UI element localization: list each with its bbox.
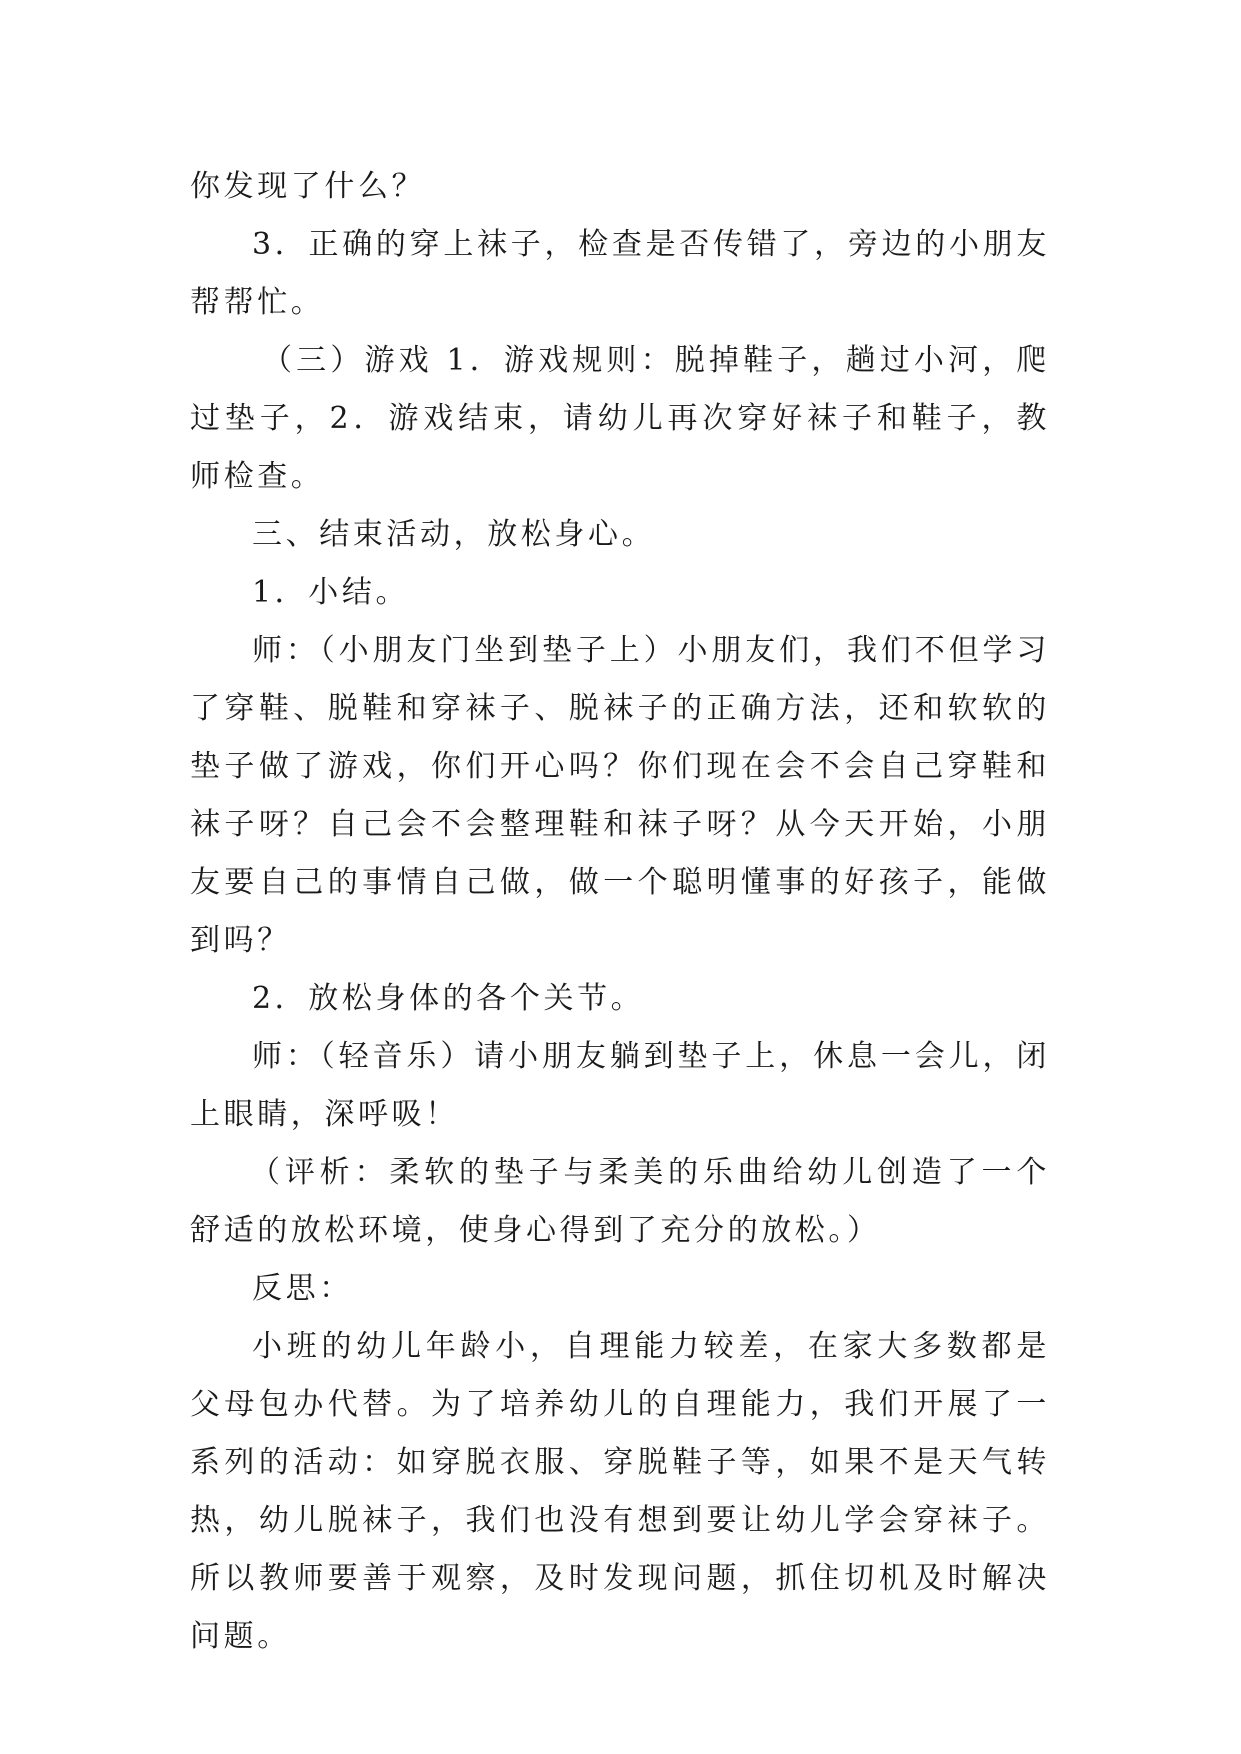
paragraph-2: 3．正确的穿上袜子，检查是否传错了，旁边的小朋友帮帮忙。 [190, 227, 1050, 320]
paragraph-analysis: （评析：柔软的垫子与柔美的乐曲给幼儿创造了一个舒适的放松环境，使身心得到了充分的放松。） [190, 1155, 1050, 1248]
paragraph-reflection: 小班的幼儿年龄小，自理能力较差，在家大多数都是父母包办代替。为了培养幼儿的自理能力，我们开展了一系列的活动：如穿脱衣服、穿脱鞋子等，如果不是天气转热，幼儿脱袜子，我们也没有想到要让幼儿学会穿袜子。所以教师要善于观察，及时发现问题，抓住切机及时解决问题。 [190, 1329, 1050, 1654]
paragraph-summary-heading: 1．小结。 [252, 575, 410, 610]
paragraph-relax-heading: 2．放松身体的各个关节。 [252, 981, 645, 1016]
paragraph-reflection-heading: 反思： [252, 1271, 353, 1306]
paragraph-3: （三）游戏 1．游戏规则：脱掉鞋子，趟过小河，爬过垫子，2．游戏结束，请幼儿再次穿好袜子和鞋子，教师检查。 [190, 343, 1050, 494]
paragraph-1: 你发现了什么？ [190, 169, 426, 204]
paragraph-teacher-relax: 师：（轻音乐）请小朋友躺到垫子上，休息一会儿，闭上眼睛，深呼吸！ [190, 1039, 1050, 1132]
section-heading-3: 三、结束活动，放松身心。 [252, 517, 656, 552]
document-body [190, 158, 1050, 1666]
paragraph-teacher-summary: 师：（小朋友门坐到垫子上）小朋友们，我们不但学习了穿鞋、脱鞋和穿袜子、脱袜子的正确方法，还和软软的垫子做了游戏，你们开心吗？你们现在会不会自己穿鞋和袜子呀？自己会不会整理鞋和袜子呀？从今天开始，小朋友要自己的事情自己做，做一个聪明懂事的好孩子，能做到吗？ [190, 633, 1050, 958]
